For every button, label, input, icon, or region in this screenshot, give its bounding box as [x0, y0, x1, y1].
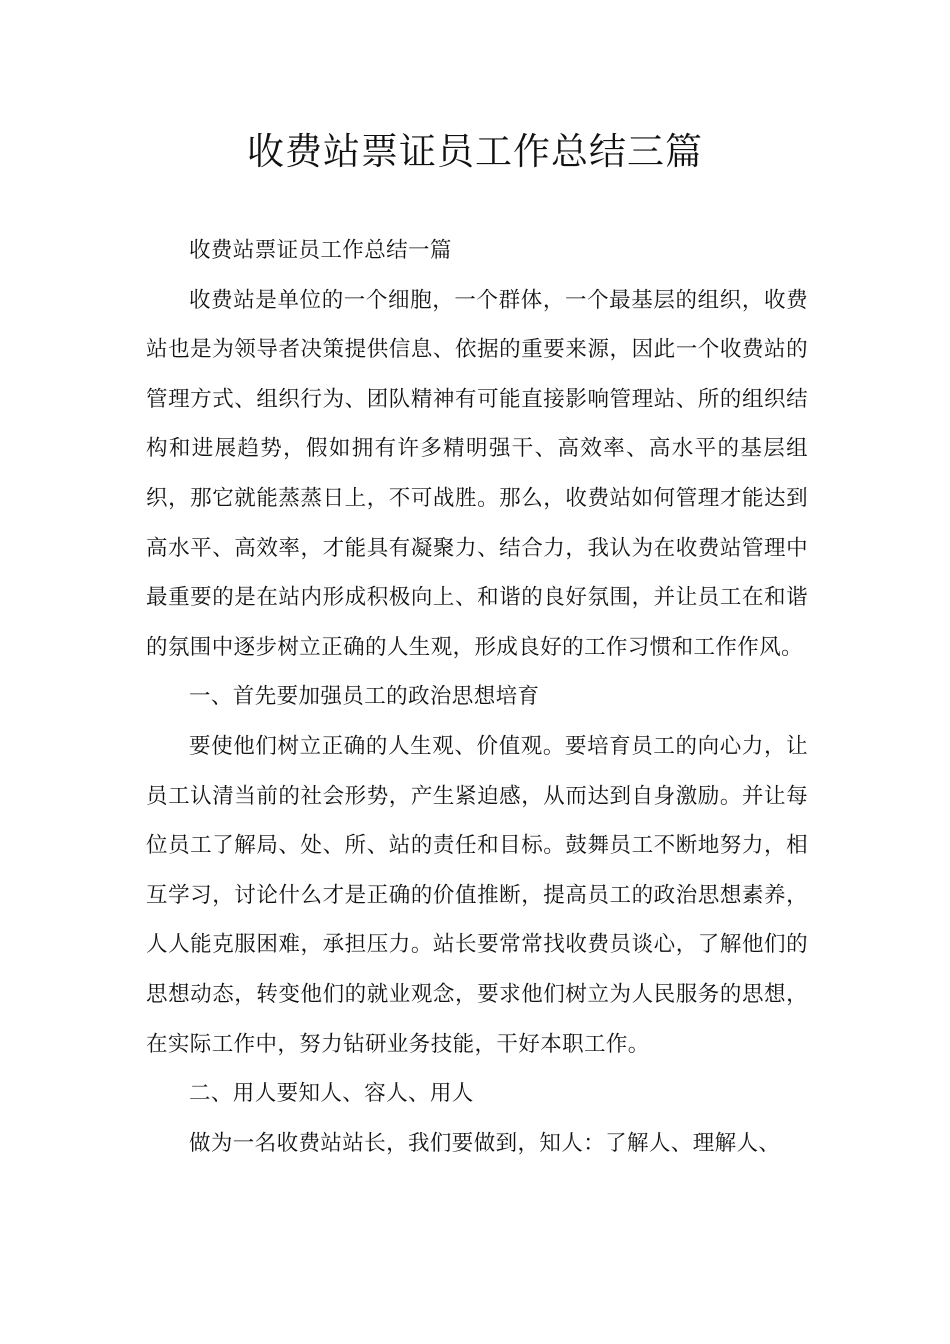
- document-body: [146, 226, 808, 1168]
- body-paragraph: 收费站是单位的一个细胞，一个群体，一个最基层的组织，收费站也是为领导者决策提供信息、依据的重要来源，因此一个收费站的管理方式、组织行为、团队精神有可能直接影响管理站、所的组织结构和进展趋势，假如拥有许多精明强干、高效率、高水平的基层组织，那它就能蒸蒸日上，不可战胜。那么，收费站如何管理才能达到高水平、高效率，才能具有凝聚力、结合力，我认为在收费站管理中最重要的是在站内形成积极向上、和谐的良好氛围，并让员工在和谐的氛围中逐步树立正确的人生观，形成良好的工作习惯和工作作风。: [146, 287, 808, 660]
- section-heading: 二、用人要知人、容人、用人: [189, 1081, 474, 1107]
- body-paragraph: 要使他们树立正确的人生观、价值观。要培育员工的向心力，让员工认清当前的社会形势，产生紧迫感，从而达到自身激励。并让每位员工了解局、处、所、站的责任和目标。鼓舞员工不断地努力，相互学习，讨论什么才是正确的价值推断，提高员工的政治思想素养，人人能克服困难，承担压力。站长要常常找收费员谈心，了解他们的思想动态，转变他们的就业观念，要求他们树立为人民服务的思想，在实际工作中，努力钻研业务技能，干好本职工作。: [146, 733, 808, 1057]
- section-heading-part-one: 收费站票证员工作总结一篇: [189, 238, 452, 263]
- body-paragraph: 做为一名收费站站长，我们要做到，知人：了解人、理解人、: [189, 1130, 781, 1156]
- section-heading: 一、首先要加强员工的政治思想培育: [189, 684, 540, 710]
- document-title: 收费站票证员工作总结三篇: [247, 130, 703, 173]
